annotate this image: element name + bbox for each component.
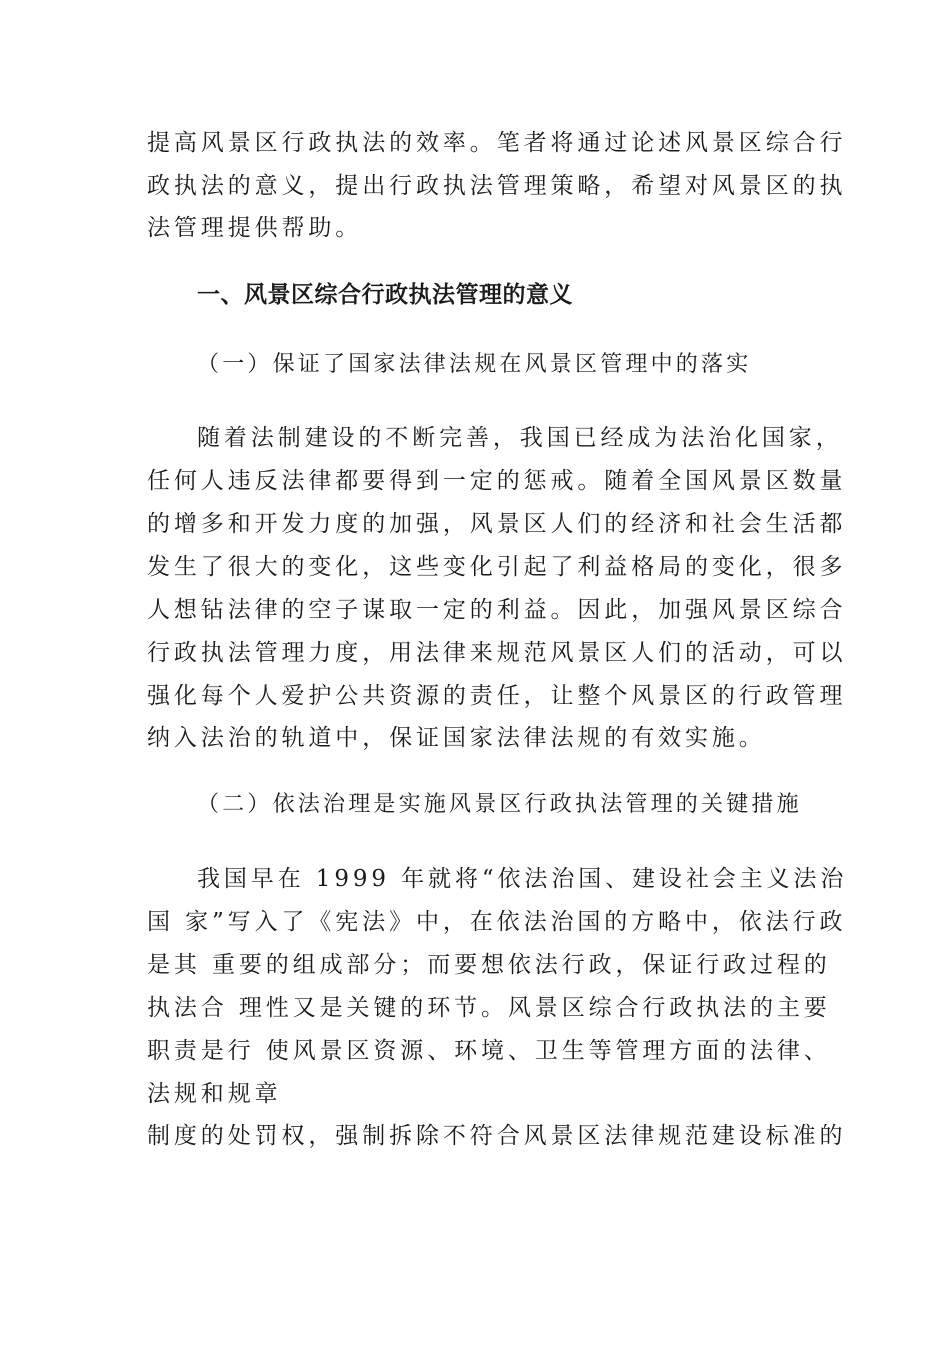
subsection2-line-4: 执法合 理性又是关键的环节。风景区综合行政执法的主要 — [147, 995, 831, 1021]
subsection1-line-8: 纳入法治的轨道中，保证国家法律法规的有效实施。 — [147, 725, 766, 751]
subsection2-line-3: 是其 重要的组成部分；而要想依法行政，保证行政过程的 — [147, 952, 831, 978]
subsection1-line-3: 的增多和开发力度的加强，风景区人们的经济和社会生活都 — [147, 511, 847, 537]
section-heading: 一、风景区综合行政执法管理的意义 — [197, 282, 573, 308]
intro-line-1: 提高风景区行政执法的效率。笔者将通过论述风景区综合行 — [147, 130, 847, 156]
subsection2-line-2: 国 家”写入了《宪法》中，在依法治国的方略中，依法行政 — [147, 909, 847, 935]
intro-line-3: 法管理提供帮助。 — [147, 215, 363, 241]
subsection-heading-2: （二）依法治理是实施风景区行政执法管理的关键措施 — [197, 792, 802, 817]
subsection-heading-1: （一）保证了国家法律法规在风景区管理中的落实 — [197, 352, 752, 377]
subsection2-line-5: 职责是行 使风景区资源、环境、卫生等管理方面的法律、 — [147, 1038, 831, 1064]
subsection1-line-1: 随着法制建设的不断完善，我国已经成为法治化国家， — [197, 425, 843, 451]
intro-line-2: 政执法的意义，提出行政执法管理策略，希望对风景区的执 — [147, 173, 847, 199]
subsection1-line-6: 行政执法管理力度，用法律来规范风景区人们的活动，可以 — [147, 640, 847, 666]
subsection1-line-2: 任何人违反法律都要得到一定的惩戒。随着全国风景区数量 — [147, 468, 847, 494]
subsection1-line-4: 发生了很大的变化，这些变化引起了利益格局的变化，很多 — [147, 554, 847, 580]
subsection2-line-7: 制度的处罚权，强制拆除不符合风景区法律规范建设标准的 — [147, 1123, 847, 1149]
subsection2-line-6: 法规和规章 — [147, 1081, 282, 1107]
subsection2-line-1: 我国早在 1999 年就将“依法治国、建设社会主义法治 — [197, 866, 848, 892]
subsection1-line-5: 人想钻法律的空子谋取一定的利益。因此，加强风景区综合 — [147, 597, 847, 623]
subsection1-line-7: 强化每个人爱护公共资源的责任，让整个风景区的行政管理 — [147, 683, 847, 709]
